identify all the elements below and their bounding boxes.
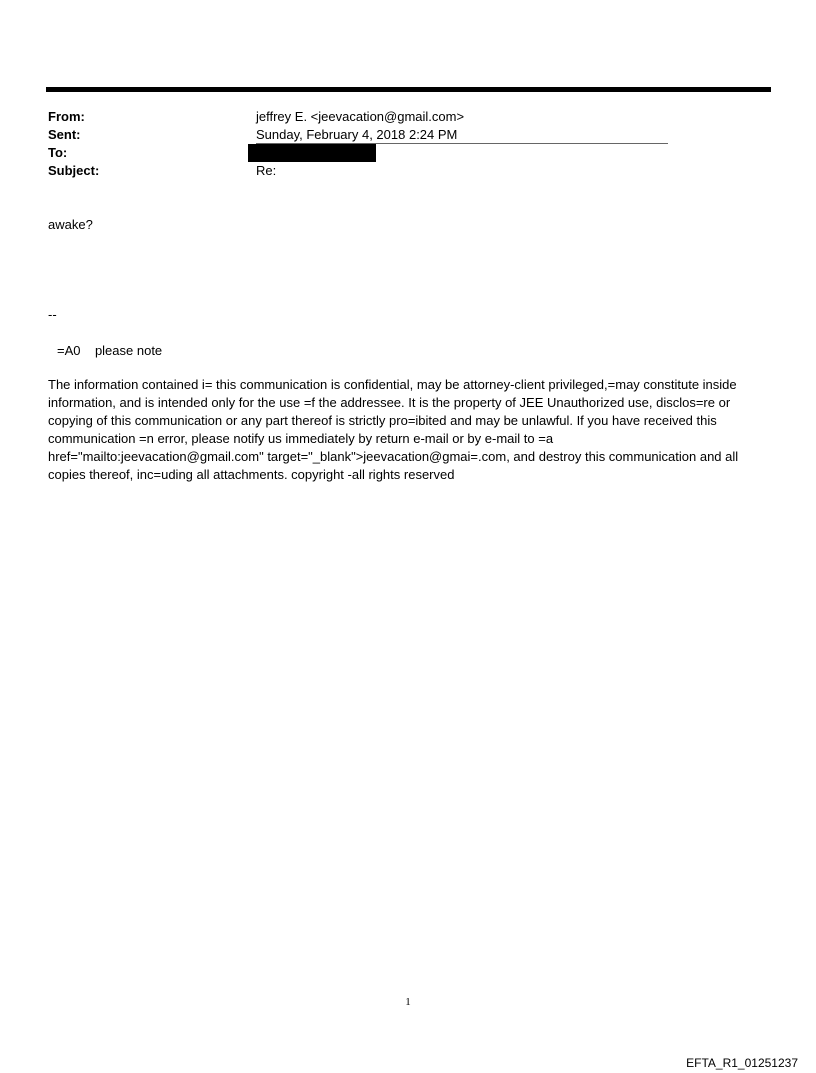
note-line: =A0 please note (57, 343, 163, 358)
signature-separator: -- (48, 307, 57, 322)
from-value: jeffrey E. <jeevacation@gmail.com> (256, 109, 465, 124)
message-body: awake? (48, 217, 93, 232)
subject-row (48, 162, 748, 180)
to-label: To: (48, 145, 68, 160)
header-divider-rule (46, 87, 771, 92)
sent-label: Sent: (48, 127, 81, 142)
page-number: 1 (405, 996, 411, 1008)
from-row (48, 108, 748, 126)
redaction-block (248, 144, 376, 162)
subject-label: Subject: (48, 163, 100, 178)
confidentiality-disclaimer: The information contained i= this communication is confidential, may be attorney-client privileged,=may constitute inside information, and is intended only for the use =f the addressee. It is the property of JEE Unauthorized use, disclos=re or copying of this communication or any part thereof is strictly pro=ibited and may be unlawful. If you have received this communication =n error, please notify us immediately by return e-mail or by e-mail to =a href="mailto:jeevacation@gmail.com" target="_blank">jeevacation@gmai=.com, and destroy this communication and all copies thereof, inc=uding all attachments. copyright -all rights reserved (48, 377, 739, 482)
sent-row (48, 126, 748, 144)
to-row (48, 144, 748, 162)
email-header (48, 108, 748, 180)
sent-value: Sunday, February 4, 2018 2:24 PM (256, 126, 748, 144)
subject-value: Re: (256, 163, 277, 178)
to-value (256, 144, 748, 162)
from-label: From: (48, 109, 85, 124)
document-id: EFTA_R1_01251237 (686, 1056, 798, 1070)
